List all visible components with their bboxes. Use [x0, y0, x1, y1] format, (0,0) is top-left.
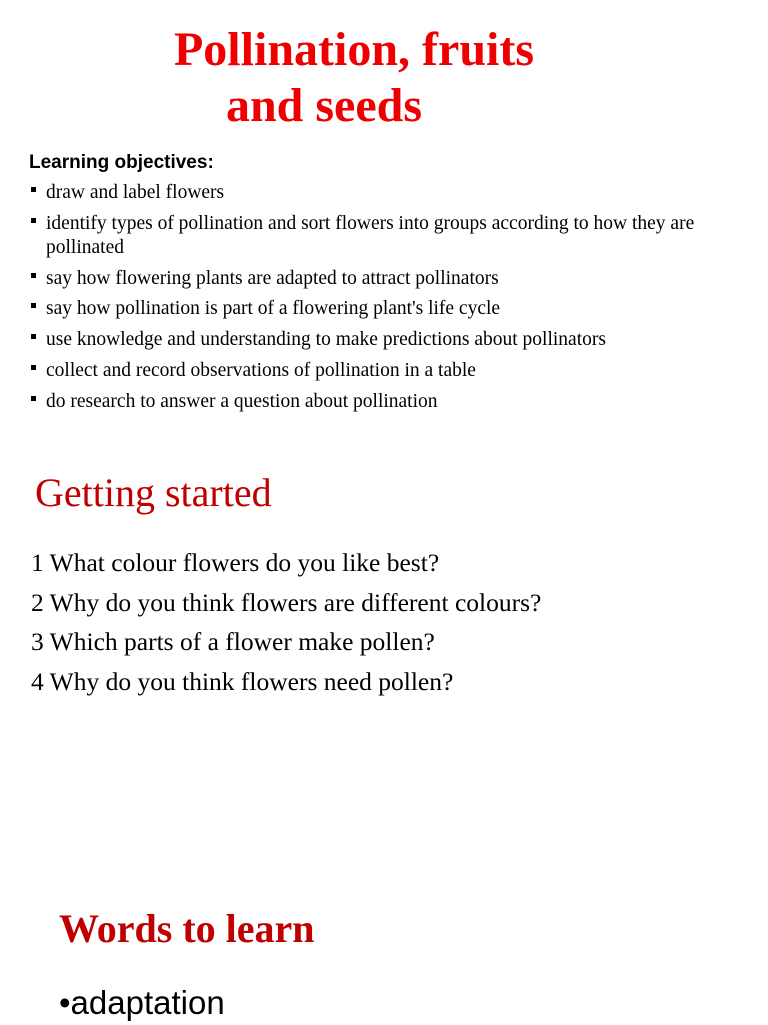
square-bullet-icon — [31, 187, 36, 192]
objective-item — [29, 181, 719, 205]
objective-item — [29, 328, 719, 352]
learning-objectives-heading: Learning objectives: — [29, 152, 214, 173]
page-title-line-1: Pollination, fruits — [173, 23, 535, 76]
question-item: 3 Which parts of a flower make pollen? — [31, 627, 435, 656]
question-item: 2 Why do you think flowers are different colours? — [31, 587, 542, 617]
getting-started-heading: Getting started — [35, 470, 272, 515]
word-item: •adaptation — [59, 984, 225, 1021]
learning-objectives-list — [29, 181, 719, 421]
objective-item — [29, 212, 719, 260]
page-title-line-2: and seeds — [225, 79, 423, 132]
objective-text: say how pollination is part of a flowering plant's life cycle — [46, 298, 501, 320]
question-item: 4 Why do you think flowers need pollen? — [31, 666, 454, 696]
square-bullet-icon — [31, 273, 36, 278]
objective-item — [29, 359, 719, 383]
objective-text: draw and label flowers — [46, 182, 225, 203]
square-bullet-icon — [31, 218, 36, 223]
square-bullet-icon — [31, 365, 36, 370]
getting-started-questions — [31, 543, 541, 701]
words-to-learn-heading: Words to learn — [59, 906, 315, 951]
words-to-learn-list — [59, 981, 225, 1025]
objective-text: identify types of pollination and sort flowers into groups according to how they are pollinated — [46, 212, 695, 258]
square-bullet-icon — [31, 303, 36, 308]
objective-text: do research to answer a question about pollination — [46, 390, 438, 412]
objective-text: say how flowering plants are adapted to attract pollinators — [46, 267, 499, 289]
objective-item — [29, 390, 719, 414]
objective-item — [29, 267, 719, 291]
objective-text: use knowledge and understanding to make predictions about pollinators — [46, 329, 606, 351]
square-bullet-icon — [31, 334, 36, 339]
question-item: 1 What colour flowers do you like best? — [31, 548, 440, 577]
objective-item — [29, 297, 719, 321]
square-bullet-icon — [31, 396, 36, 401]
page-title — [0, 22, 708, 134]
objective-text: collect and record observations of pollination in a table — [46, 359, 476, 381]
